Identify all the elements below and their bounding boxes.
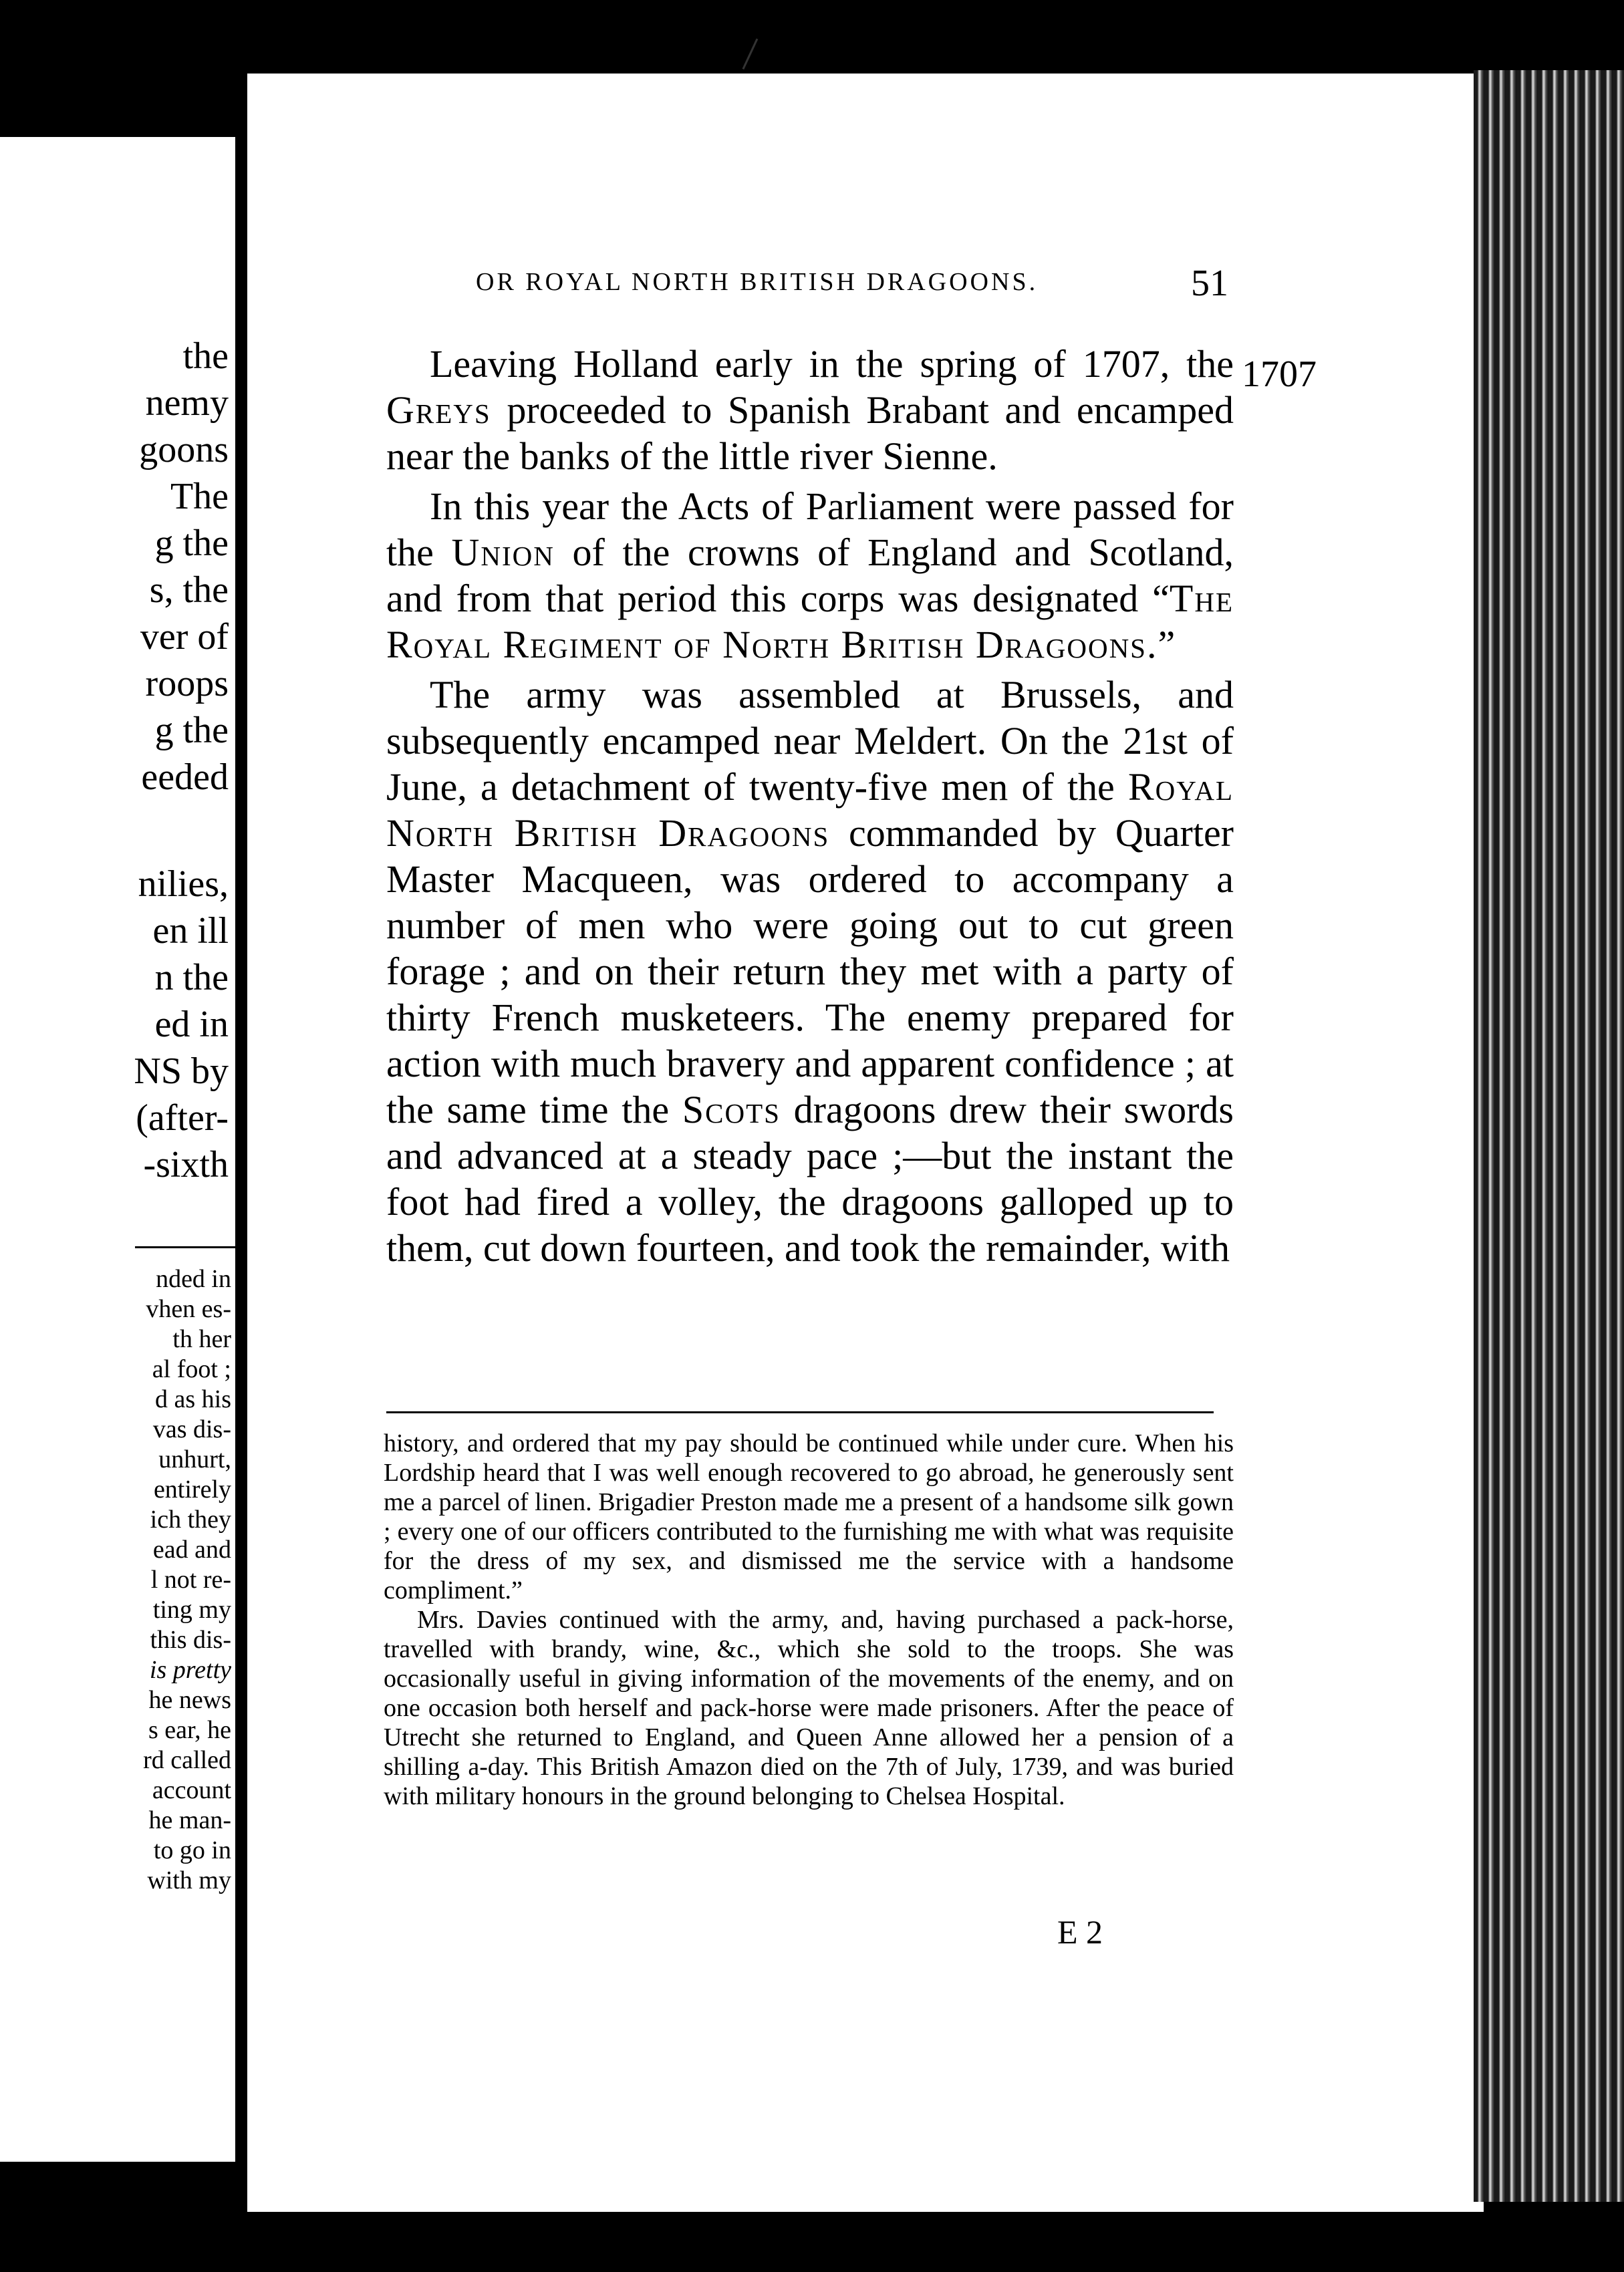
left-note-line: rd called <box>143 1746 231 1774</box>
left-text-line: roops <box>145 663 229 704</box>
left-text-line: en ill <box>152 910 229 952</box>
running-head: OR ROYAL NORTH BRITISH DRAGOONS. <box>476 268 1039 296</box>
left-footnote-rule <box>135 1246 235 1248</box>
left-note-line: nded in <box>156 1265 231 1293</box>
left-text-line: -sixth <box>143 1144 229 1185</box>
left-text-line: NS by <box>134 1050 229 1092</box>
footnote-rule <box>386 1411 1214 1413</box>
text-run: proceeded to Spanish Brabant and encamped near the banks of the little river Sienne. <box>386 388 1234 478</box>
left-text-line: g the <box>154 523 229 564</box>
scan-mark <box>742 38 771 75</box>
small-caps-text: Union <box>451 531 555 574</box>
left-note-line: l not re- <box>150 1566 231 1594</box>
left-text-line: goons <box>139 429 229 470</box>
small-caps-text: Royal North British Dragoons <box>386 765 1234 855</box>
text-run: commanded by Quarter Master Macqueen, was ordered to accompany a number of men who were going out to cut green forage ; and on their return they met with a party of thirty French musketeers. The enemy prepared for action with much bravery and apparent confidence ; at the same time the <box>386 811 1234 1131</box>
paragraph <box>386 483 1234 668</box>
small-caps-text: Greys <box>386 388 491 432</box>
left-note-line: he news <box>148 1686 231 1714</box>
left-note-line: th her <box>172 1325 231 1353</box>
page-number: 51 <box>1191 263 1228 304</box>
signature-mark: E 2 <box>1057 1913 1103 1951</box>
margin-year-note: 1707 <box>1242 353 1317 395</box>
left-text-line: The <box>170 476 229 517</box>
body-text <box>386 341 1234 1271</box>
previous-page-fragment <box>0 137 235 2162</box>
text-run: of the crowns of England and Scotland, and from that period this corps was designated “ <box>386 531 1234 620</box>
left-text-line: nilies, <box>138 863 229 905</box>
left-note-line: ich they <box>150 1506 231 1534</box>
left-note-line: ting my <box>152 1596 231 1624</box>
left-note-line: entirely <box>153 1475 231 1504</box>
left-text-line: g the <box>154 710 229 751</box>
left-note-line: d as his <box>155 1385 231 1413</box>
left-note-line: unhurt, <box>158 1445 231 1473</box>
left-note-line: vas dis- <box>152 1415 231 1443</box>
small-caps-text: The Royal Regiment of North British Dragoons. <box>386 577 1234 666</box>
left-note-line: to go in <box>153 1836 231 1864</box>
text-run: In this year the Acts of Parliament were passed for the <box>386 484 1234 574</box>
left-text-line: nemy <box>145 382 229 424</box>
book-page-edges <box>1474 70 1624 2202</box>
left-text-line: ver of <box>140 616 229 658</box>
left-text-line: the <box>182 335 229 377</box>
text-run: ” <box>1158 623 1176 666</box>
left-note-line: ead and <box>152 1536 231 1564</box>
footnote-paragraph: Mrs. Davies continued with the army, and, having purchased a pack-horse, travelled with brandy, wine, &c., which she sold to the troops. She was occasionally useful in giving information of the movements of the enemy, and on one occasion both herself and pack-horse were made prisoners. After the peace of Utrecht she returned to England, and Queen Anne allowed her a pension of a shilling a-day. This British Amazon died on the 7th of July, 1739, and was buried with military honours in the ground belonging to Chelsea Hospital. <box>384 1606 1234 1810</box>
text-run: dragoons drew their swords and advanced at a steady pace ;—but the instant the foot had fired a volley, the dragoons galloped up to them, cut down fourteen, and took the remainder, with <box>386 1088 1234 1270</box>
left-text-line: eeded <box>141 756 229 798</box>
left-note-line: he man- <box>148 1806 231 1834</box>
footnote-paragraph: history, and ordered that my pay should be continued while under cure. When his Lordship heard that I was well enough recovered to go abroad, he generously sent me a parcel of linen. Brigadier Preston made me a present of a handsome silk gown ; every one of our officers contributed to the furnishing me with what was requisite for the dress of my sex, and dismissed me the service with a handsome compliment.” <box>384 1429 1234 1604</box>
left-note-line: this dis- <box>150 1626 231 1654</box>
left-text-line: n the <box>154 957 229 998</box>
text-run: Leaving Holland early in the spring of 1707, the <box>430 342 1234 386</box>
left-text-line: (after- <box>136 1097 229 1139</box>
paragraph <box>386 341 1234 479</box>
left-note-line: vhen es- <box>146 1295 231 1323</box>
left-text-line: s, the <box>149 569 229 611</box>
paragraph <box>386 672 1234 1271</box>
left-note-line: with my <box>147 1866 231 1894</box>
footnotes <box>384 1429 1234 1811</box>
left-note-line: account <box>152 1776 231 1804</box>
left-note-line: s ear, he <box>148 1716 231 1744</box>
left-note-line: al foot ; <box>152 1355 231 1383</box>
small-caps-text: Scots <box>682 1088 781 1131</box>
text-run: The army was assembled at Brussels, and subsequently encamped near Meldert. On the 21st of June, a detachment of twenty-five men of the <box>386 673 1234 809</box>
left-text-line: ed in <box>154 1004 229 1045</box>
left-note-line: is pretty <box>149 1656 231 1684</box>
